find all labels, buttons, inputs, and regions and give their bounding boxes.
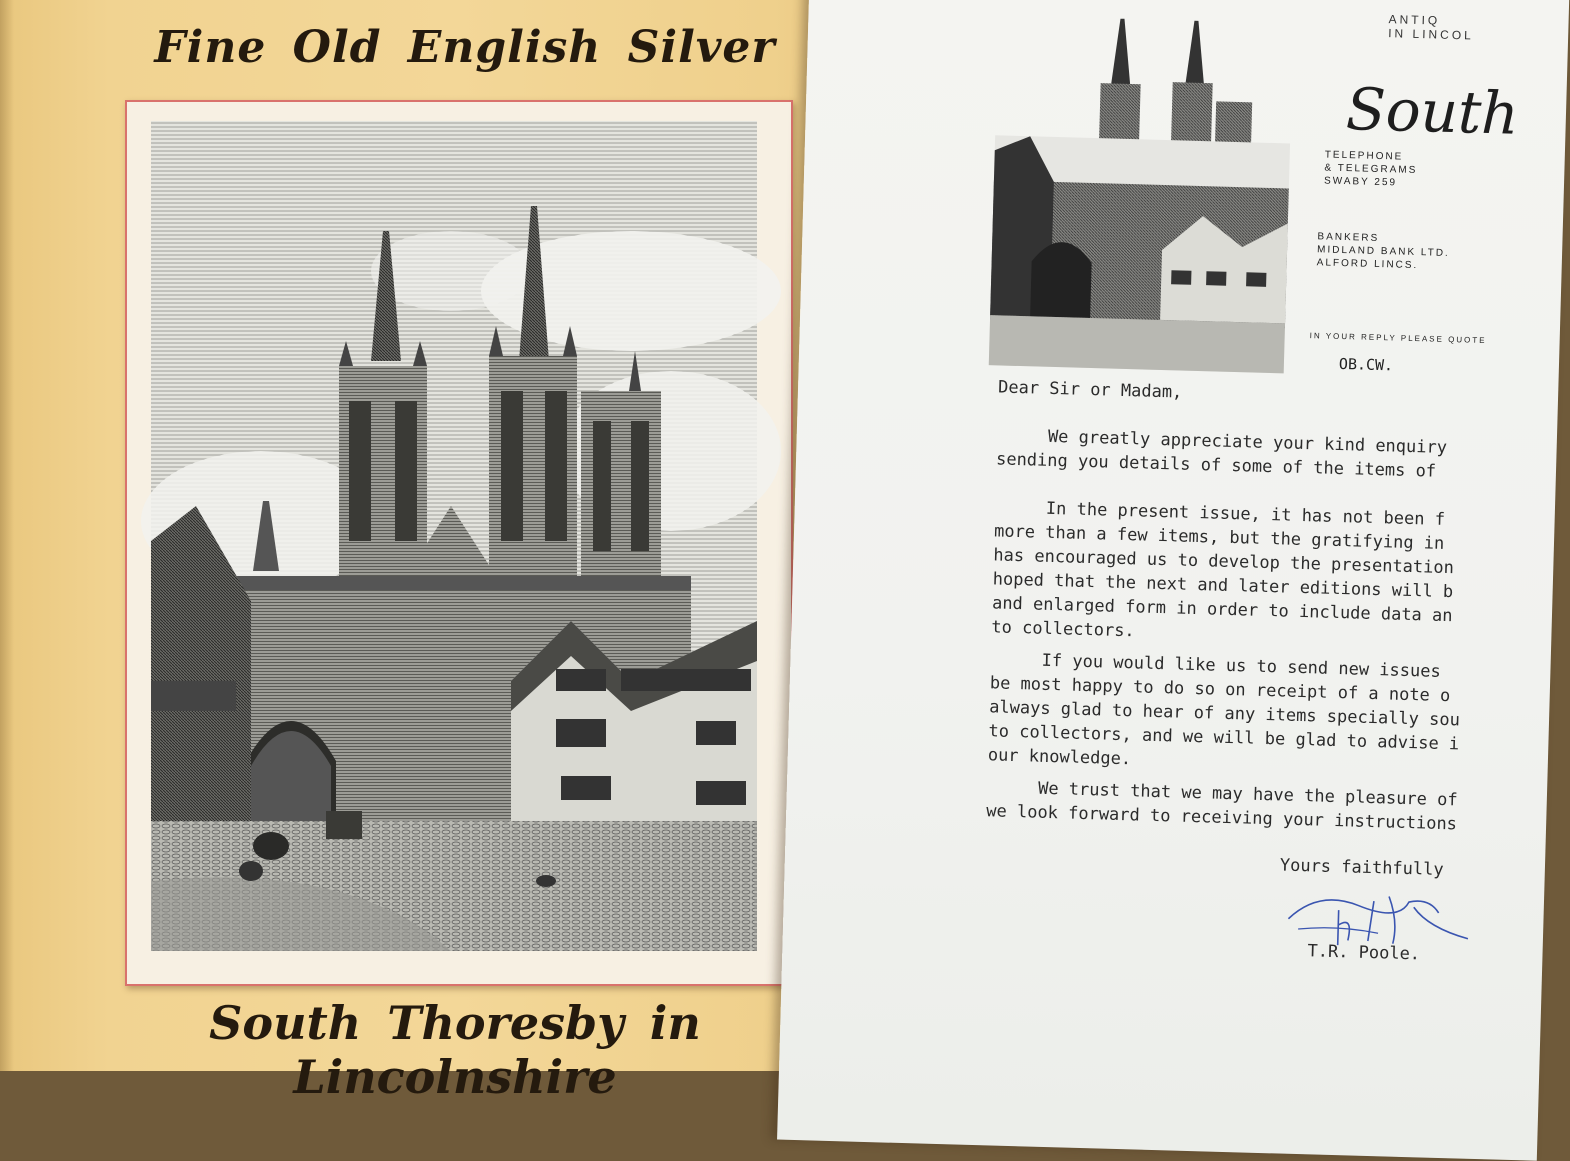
- typed-letter: [777, 0, 1570, 1161]
- salutation: Dear Sir or Madam,: [997, 377, 1183, 403]
- letter-closing: Yours faithfully: [1279, 855, 1444, 881]
- letterhead-telephone: TELEPHONE & TELEGRAMS SWABY 259: [1323, 149, 1418, 189]
- letter-paragraph: If you would like us to send new issues be most happy to do so on receipt of a note o always glad to hear of any items specially sou to collectors, and we will be glad to advise i our knowledge.: [987, 649, 1461, 770]
- letter-paragraph: We trust that we may have the pleasure of we look forward to receiving your instructions: [986, 777, 1458, 835]
- reply-reference-label: IN YOUR REPLY PLEASE QUOTE: [1309, 331, 1487, 346]
- signer-name: T.R. Poole.: [1307, 941, 1421, 965]
- letterhead-name: South: [1345, 75, 1520, 148]
- reply-reference: OB.CW.: [1338, 354, 1394, 375]
- letterhead-bankers: BANKERS MIDLAND BANK LTD. ALFORD LINCS.: [1316, 231, 1450, 272]
- cathedral-engraving: [151, 121, 757, 951]
- letterhead-tagline: ANTIQ IN LINCOL: [1387, 12, 1475, 43]
- engraving-mount: [125, 100, 793, 986]
- letter-paragraph: In the present issue, it has not been f more than a few items, but the gratifying in has encouraged us to develop the presentation hoped that the next and later editions will b and enlarged form in order to include data an to collectors.: [991, 497, 1455, 642]
- cover-title: Fine Old English Silver: [154, 22, 776, 73]
- cover-subtitle: South Thoresby in Lincolnshire: [209, 996, 701, 1104]
- letterhead-engraving: [989, 15, 1299, 373]
- letter-paragraph: We greatly appreciate your kind enquiry sending you details of some of the items of: [995, 425, 1448, 482]
